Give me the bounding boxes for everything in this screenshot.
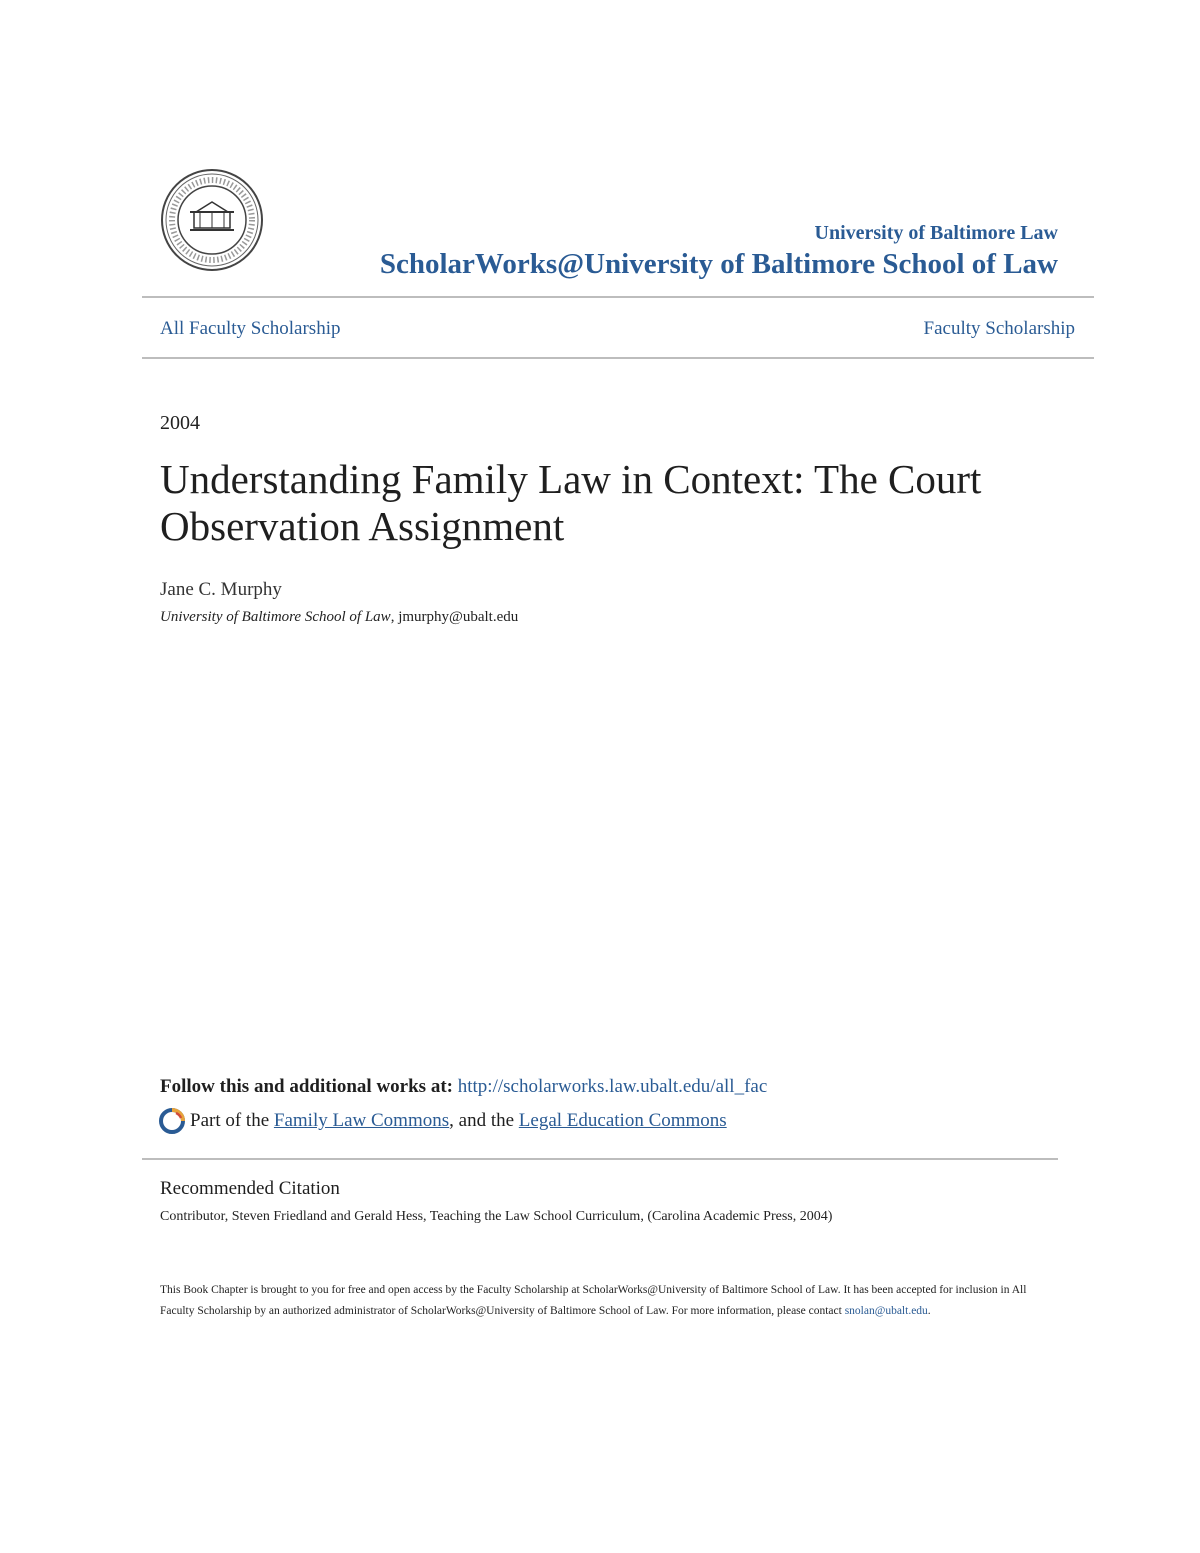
institution-name[interactable]: University of Baltimore Law bbox=[814, 222, 1058, 244]
contact-email-link[interactable]: snolan@ubalt.edu bbox=[844, 1305, 928, 1317]
author-name: Jane C. Murphy bbox=[160, 579, 282, 600]
part-of-line bbox=[158, 1106, 727, 1136]
faculty-scholarship-link[interactable]: Faculty Scholarship bbox=[923, 318, 1075, 339]
header-divider bbox=[142, 296, 1094, 298]
university-seal-logo bbox=[160, 168, 264, 272]
paper-title: Understanding Family Law in Context: The Court Observation Assignment bbox=[160, 456, 982, 549]
network-commons-icon bbox=[158, 1107, 186, 1135]
publication-year: 2004 bbox=[160, 412, 200, 434]
collection-url-link[interactable]: http://scholarworks.law.ubalt.edu/all_fac bbox=[457, 1076, 768, 1097]
part-of-prefix: Part of the bbox=[190, 1110, 270, 1131]
citation-heading: Recommended Citation bbox=[160, 1178, 340, 1199]
access-notice bbox=[160, 1280, 1044, 1322]
notice-text: This Book Chapter is brought to you for free and open access by the Faculty Scholarship at ScholarWorks@University of Baltimore School of Law. It has been accepted for inclusion in All Faculty Scholarship by an authorized administrator of ScholarWorks@University of Baltimore School of Law. For more information, please contact bbox=[160, 1284, 1027, 1317]
notice-end: . bbox=[927, 1305, 931, 1317]
affiliation-institution: University of Baltimore School of Law bbox=[160, 609, 391, 625]
follow-label: Follow this and additional works at: bbox=[160, 1076, 453, 1097]
family-law-commons-link[interactable]: Family Law Commons bbox=[273, 1110, 450, 1131]
repository-name[interactable]: ScholarWorks@University of Baltimore School of Law bbox=[379, 248, 1058, 280]
masthead bbox=[380, 220, 1058, 282]
author-email[interactable]: jmurphy@ubalt.edu bbox=[398, 609, 519, 625]
nav-divider bbox=[142, 357, 1094, 359]
part-of-joiner: , and the bbox=[449, 1110, 515, 1131]
author-affiliation: University of Baltimore School of Law, jmurphy@ubalt.edu bbox=[160, 609, 519, 625]
follow-line bbox=[160, 1074, 767, 1100]
citation-text: Contributor, Steven Friedland and Gerald Hess, Teaching the Law School Curriculum, (Carolina Academic Press, 2004) bbox=[160, 1209, 833, 1224]
citation-divider bbox=[142, 1158, 1058, 1160]
all-faculty-scholarship-link[interactable]: All Faculty Scholarship bbox=[160, 318, 341, 339]
legal-education-commons-link[interactable]: Legal Education Commons bbox=[518, 1110, 727, 1131]
